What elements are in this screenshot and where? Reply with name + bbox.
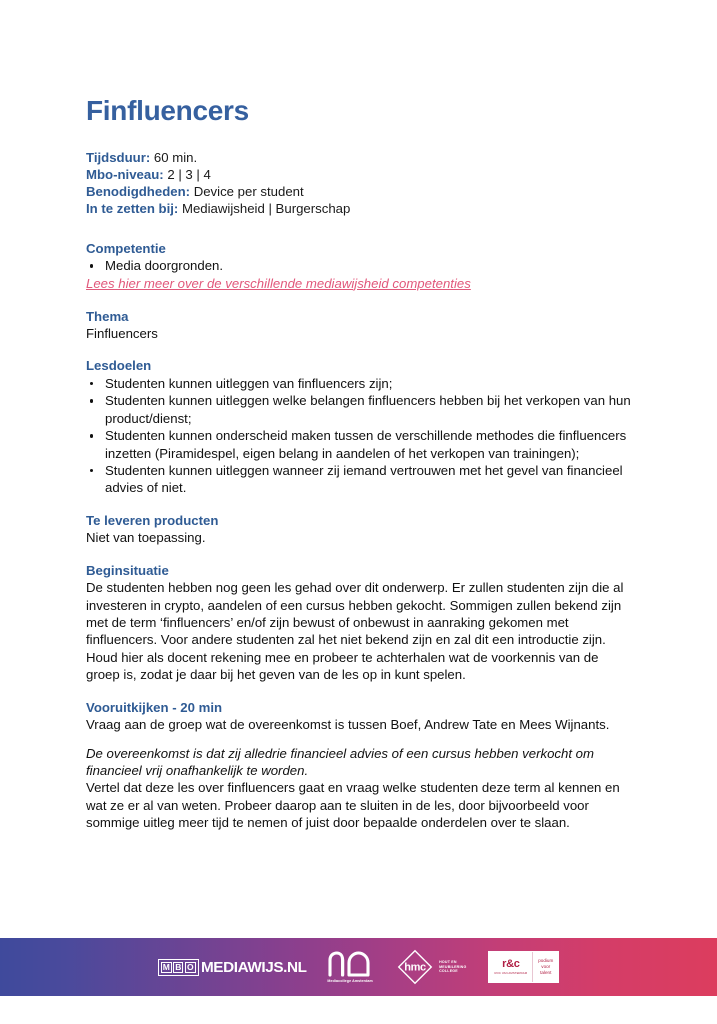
meta-row-benodigdheden	[86, 183, 632, 200]
roc-slogan-block	[533, 952, 558, 982]
mbo-letter-o: O	[186, 961, 194, 972]
roc-slogan-line-1: podium	[538, 958, 554, 963]
roc-wordmark: r&c	[502, 958, 520, 970]
roc-wordmark-block	[489, 952, 533, 982]
section-heading-vooruitkijken: Vooruitkijken - 20 min	[86, 699, 223, 715]
hmc-diamond-icon	[395, 947, 435, 987]
section-heading-thema: Thema	[86, 308, 129, 324]
meta-value: Device per student	[190, 184, 304, 200]
roc-slogan-line-2: voor	[541, 964, 551, 969]
competentie-bullet-list	[86, 257, 632, 274]
meta-label: In te zetten bij:	[86, 201, 179, 217]
meta-value: 60 min.	[150, 149, 198, 165]
mediawijsheid-competenties-link[interactable]: Lees hier meer over de verschillende mediawijsheid competenties	[86, 275, 471, 291]
meta-row-in-te-zetten-bij	[86, 200, 632, 217]
meta-row-mbo-niveau	[86, 166, 632, 183]
section-beginsituatie	[86, 562, 632, 684]
mbo-mediawijs-logo	[158, 959, 305, 976]
mbo-letter-b: B	[175, 961, 182, 972]
spacer	[86, 497, 632, 512]
footer-gradient-band	[0, 938, 717, 996]
page-title: Finfluencers	[86, 95, 249, 126]
meta-value: Mediawijsheid | Burgerschap	[178, 201, 351, 217]
spacer	[86, 547, 632, 562]
beginsituatie-body: De studenten hebben nog geen les gehad over dit onderwerp. Er zullen studenten zijn die al investeren in crypto, aandelen of een cursus hebben gekocht. Sommigen zullen bekend zijn met de term ‘finfluencers’ en/of zijn bewust of onbewust in aanraking gekomen met finfluencers. Voor andere studenten zal het niet bekend zijn en zal dit een introductie zijn. Houd hier als docent rekening mee en probeer te achterhalen wat de voorkennis van de groep is, zodat je daar bij het geven van de les op in kunt spelen.	[86, 580, 624, 683]
roc-tagline: ROC VAN AMSTERDAM	[494, 971, 528, 975]
section-competentie	[86, 240, 632, 293]
meta-value: 2 | 3 | 4	[163, 167, 211, 182]
roc-podium-voor-talent-logo	[488, 951, 559, 983]
vooruitkijken-body-2: Vertel dat deze les over finfluencers gaat en vraag welke studenten deze term al kennen en wat ze er al van weten. Probeer daarop aan te sluiten in de les, door bijvoorbeeld voor sommige uitleg meer tijd te nemen of juist door bepaalde onderdelen over te slaan.	[86, 780, 620, 831]
section-vooruitkijken	[86, 699, 632, 832]
meta-label: Tijdsduur:	[86, 149, 151, 165]
mediacollege-amsterdam-logo	[327, 951, 373, 983]
hmc-subtitle-line-2: MEUBILERING	[439, 964, 467, 969]
spacer	[86, 734, 632, 745]
ma-mark-icon	[327, 951, 373, 977]
hmc-subtitle-line-3: COLLEGE	[439, 969, 458, 974]
hmc-logo	[395, 947, 466, 987]
spacer	[86, 684, 632, 699]
lesdoelen-bullet-list	[86, 375, 632, 497]
hmc-subtitle-line-1: HOUT EN	[439, 960, 457, 965]
document-content	[86, 96, 632, 832]
mediawijs-wordmark: MEDIAWIJS.NL	[200, 958, 307, 976]
list-item: Studenten kunnen onderscheid maken tussen de verschillende methodes die finfluencers inzetten (Piramidespel, eigen belang in aandelen of het verkopen van trainingen);	[86, 427, 632, 462]
list-item: Media doorgronden.	[86, 257, 632, 274]
mediacollege-subtitle: Mediacollege Amsterdam	[327, 979, 373, 983]
mbo-badge-icon	[158, 959, 199, 976]
list-item: Studenten kunnen uitleggen wanneer zij iemand vertrouwen met het gevel van financieel advies of niet.	[86, 462, 632, 497]
list-item: Studenten kunnen uitleggen van finfluencers zijn;	[86, 375, 632, 392]
svg-text:hmc: hmc	[404, 961, 426, 974]
thema-body: Finfluencers	[86, 326, 158, 342]
meta-row-tijdsduur	[86, 149, 632, 166]
meta-label: Mbo-niveau:	[86, 167, 164, 182]
section-thema	[86, 308, 632, 343]
producten-body: Niet van toepassing.	[86, 530, 206, 546]
roc-slogan-line-3: talent	[540, 970, 552, 975]
mbo-letter-m: M	[162, 961, 170, 972]
spacer	[86, 342, 632, 357]
section-heading-lesdoelen: Lesdoelen	[86, 358, 152, 374]
spacer	[86, 293, 632, 308]
section-te-leveren-producten	[86, 512, 632, 547]
lesson-meta-list	[86, 149, 632, 218]
hmc-subtitle	[439, 960, 466, 974]
section-lesdoelen	[86, 357, 632, 496]
meta-label: Benodigdheden:	[86, 184, 191, 200]
section-heading-competentie: Competentie	[86, 240, 166, 256]
section-heading-producten: Te leveren producten	[86, 512, 219, 528]
footer-logo-row	[158, 947, 560, 987]
list-item: Studenten kunnen uitleggen welke belangen finfluencers hebben bij het verkopen van hun product/dienst;	[86, 392, 632, 427]
section-heading-beginsituatie: Beginsituatie	[86, 562, 169, 578]
vooruitkijken-answer: De overeenkomst is dat zij alledrie financieel advies of een cursus hebben verkocht om financieel vrij onafhankelijk te worden.	[86, 745, 594, 778]
vooruitkijken-body: Vraag aan de groep wat de overeenkomst is tussen Boef, Andrew Tate en Mees Wijnants.	[86, 717, 610, 733]
